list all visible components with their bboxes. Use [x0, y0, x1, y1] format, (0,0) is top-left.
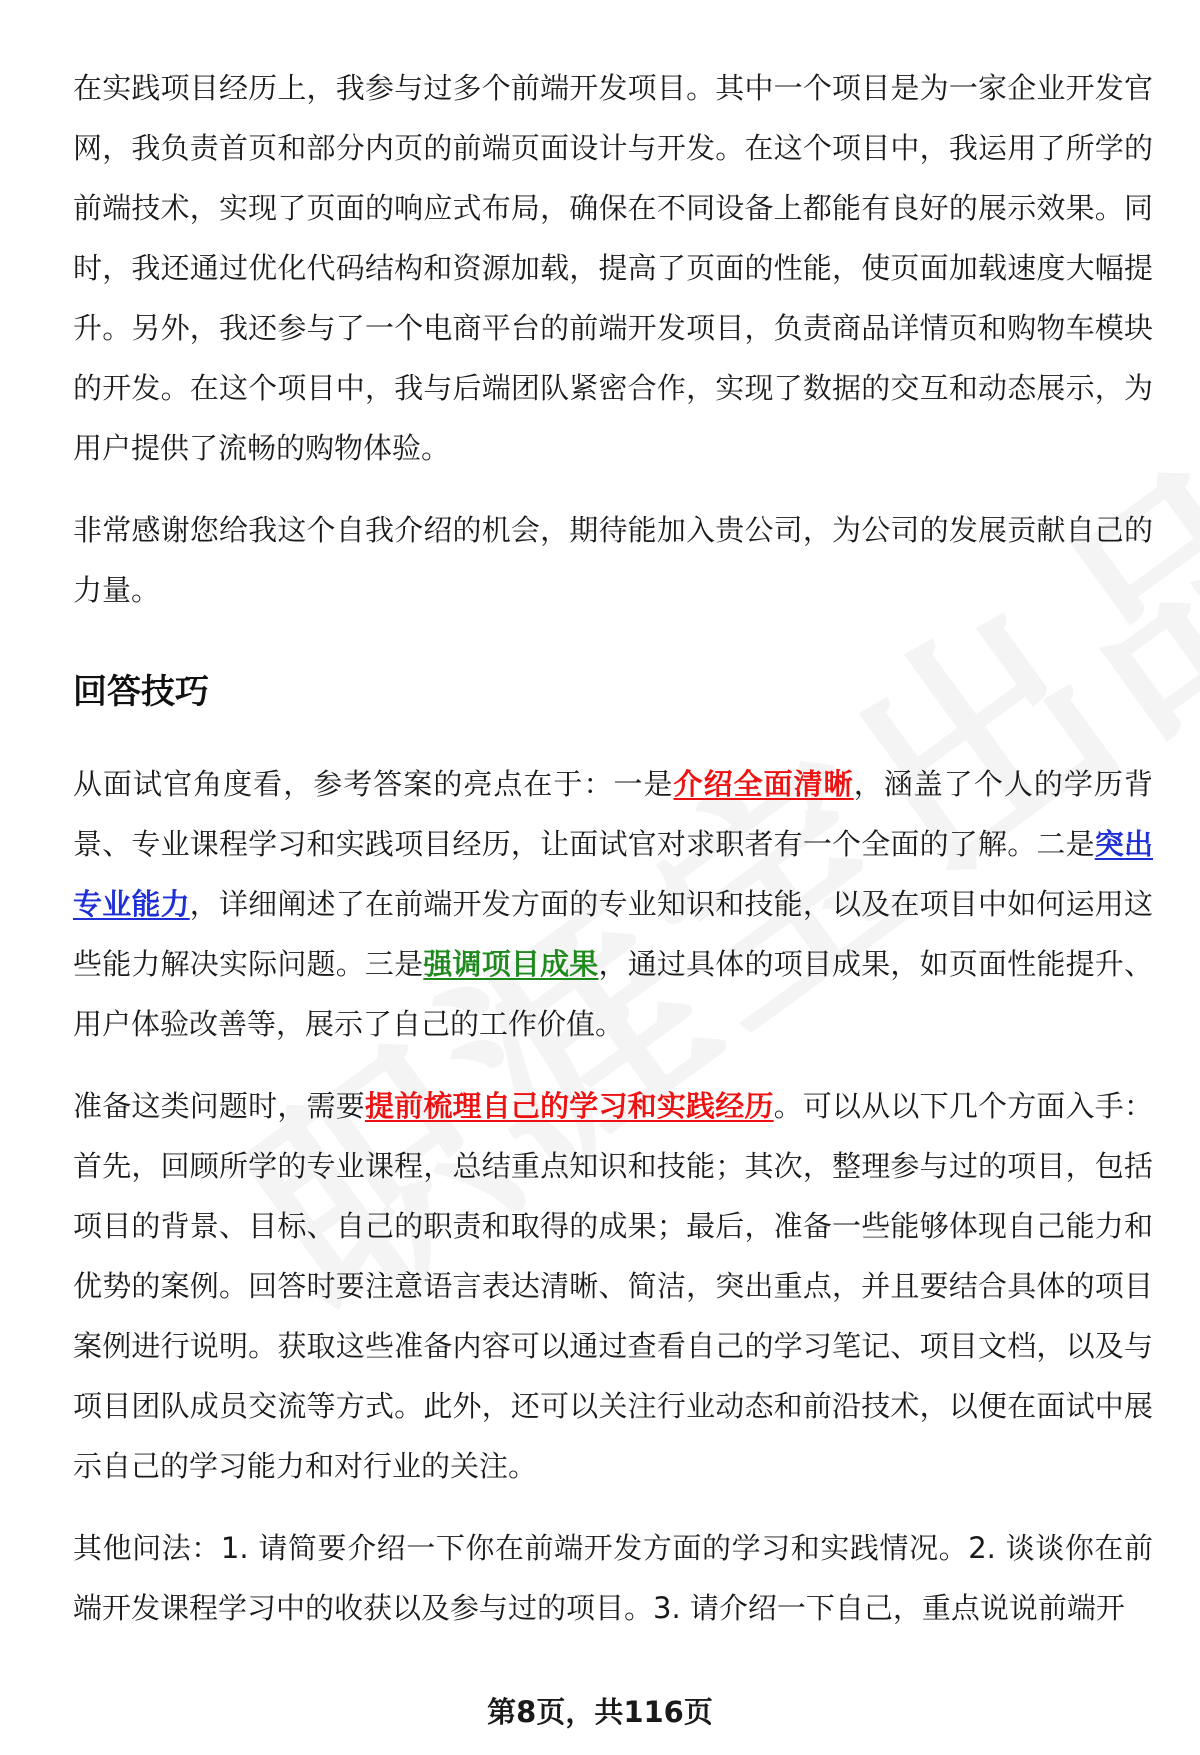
paragraph-closing-thanks: 非常感谢您给我这个自我介绍的机会，期待能加入贵公司，为公司的发展贡献自己的力量。 [73, 513, 1153, 607]
paragraph-answer-tips [73, 754, 1153, 1054]
paragraph-preparation [73, 1076, 1153, 1496]
highlight-professional: 突出专业能力 [73, 827, 1153, 921]
page-number-footer: 第8页，共116页 [487, 1695, 713, 1729]
paragraph-other-questions: 其他问法：1. 请简要介绍一下你在前端开发方面的学习和实践情况。2. 谈谈你在前端开发课程学习中的收获以及参与过的项目。3. 请介绍一下自己，重点说说前端开 [73, 1531, 1153, 1625]
prep-text-1: 准备这类问题时，需要 [73, 1089, 365, 1123]
tips-text-3: ，详细阐述了在前端开发方面的专业知识和技能，以及在项目中如何运用这些能力解决实际问题。三是 [73, 887, 1153, 981]
tips-text-2: ，涵盖了个人的学历背景、专业课程学习和实践项目经历，让面试官对求职者有一个全面的了解。二是 [73, 767, 1153, 861]
document-body [73, 58, 1153, 1638]
tips-text-1: 从面试官角度看，参考答案的亮点在于：一是 [73, 767, 674, 801]
highlight-results: 强调项目成果 [423, 947, 599, 981]
paragraph-project-experience: 在实践项目经历上，我参与过多个前端开发项目。其中一个项目是为一家企业开发官网，我负责首页和部分内页的前端页面设计与开发。在这个项目中，我运用了所学的前端技术，实现了页面的响应式布局，确保在不同设备上都能有良好的展示效果。同时，我还通过优化代码结构和资源加载，提高了页面的性能，使页面加载速度大幅提升。另外，我还参与了一个电商平台的前端开发项目，负责商品详情页和购物车模块的开发。在这个项目中，我与后端团队紧密合作，实现了数据的交互和动态展示，为用户提供了流畅的购物体验。 [73, 71, 1153, 465]
section-title: 回答技巧 [73, 672, 209, 712]
highlight-comprehensive: 介绍全面清晰 [673, 767, 854, 801]
tips-text-4: ，通过具体的项目成果，如页面性能提升、用户体验改善等，展示了自己的工作价值。 [73, 947, 1153, 1041]
highlight-prepare: 提前梳理自己的学习和实践经历 [364, 1089, 774, 1123]
prep-text-2: 。可以从以下几个方面入手：首先，回顾所学的专业课程，总结重点知识和技能；其次，整理参与过的项目，包括项目的背景、目标、自己的职责和取得的成果；最后，准备一些能够体现自己能力和优势的案例。回答时要注意语言表达清晰、简洁，突出重点，并且要结合具体的项目案例进行说明。获取这些准备内容可以通过查看自己的学习笔记、项目文档，以及与项目团队成员交流等方式。此外，还可以关注行业动态和前沿技术，以便在面试中展示自己的学习能力和对行业的关注。 [73, 1089, 1153, 1483]
